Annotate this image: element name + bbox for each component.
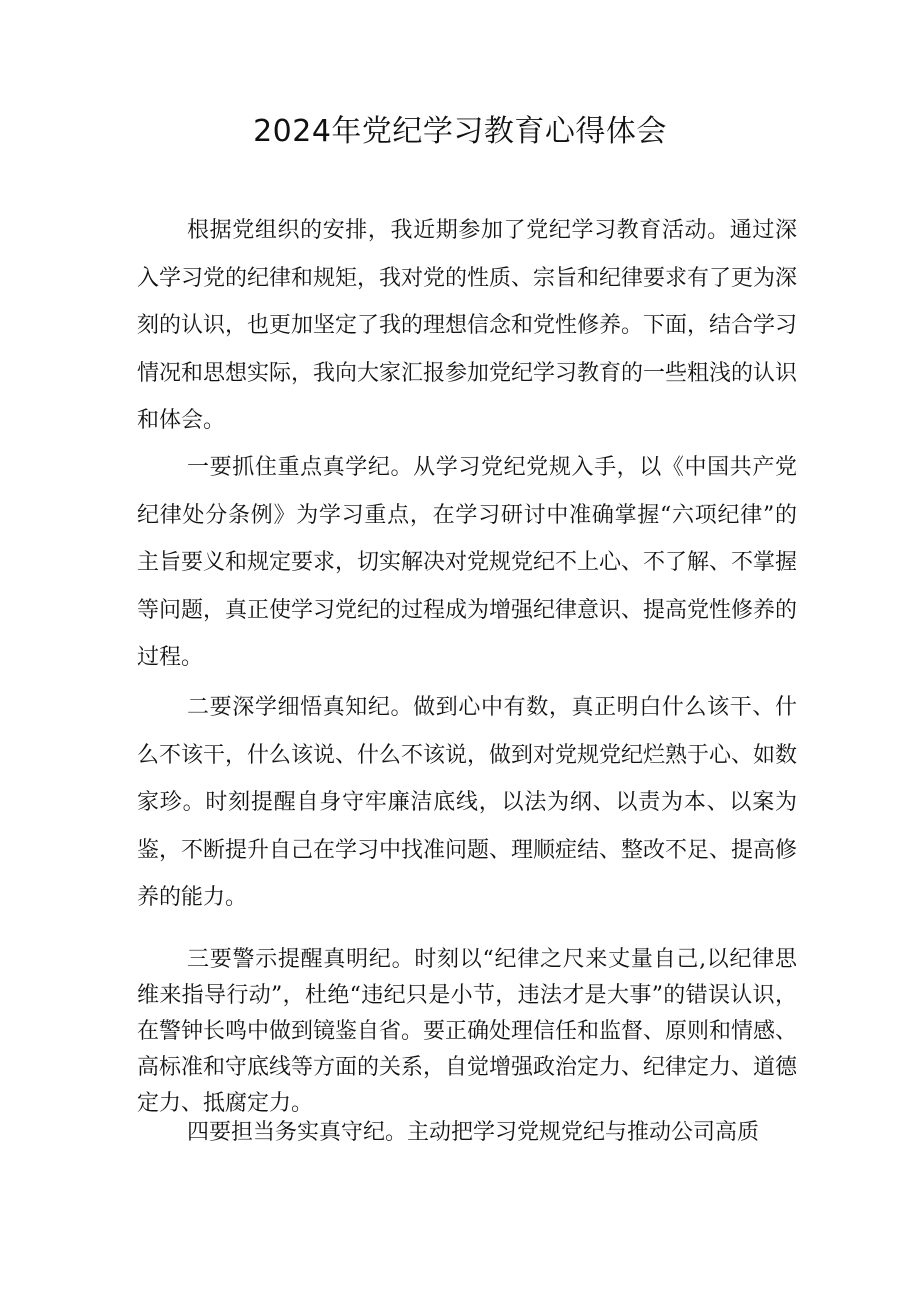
paragraph-point-one: 一要抓住重点真学纪。从学习党纪党规入手，以《中国共产党纪律处分条例》为学习重点，在学习研讨中准确掌握“六项纪律”的主旨要义和规定要求，切实解决对党规党纪不上心、不了解、不掌握等问题，真正使学习党纪的过程成为增强纪律意识、提高党性修养的过程。 (137, 455, 798, 670)
paragraph-point-four: 四要担当务实真守纪。主动把学习党规党纪与推动公司高质 (187, 1120, 760, 1145)
paragraph-point-two: 二要深学细悟真知纪。做到心中有数，真正明白什么该干、什么不该干，什么该说、什么不该说，做到对党规党纪烂熟于心、如数家珍。时刻提醒自身守牢廉洁底线，以法为纲、以责为本、以案为鉴，不断提升自己在学习中找准问题、理顺症结、整改不足、提高修养的能力。 (137, 695, 798, 910)
document-title: 2024年党纪学习教育心得体会 (253, 114, 667, 149)
paragraph-intro: 根据党组织的安排，我近期参加了党纪学习教育活动。通过深入学习党的纪律和规矩，我对党的性质、宗旨和纪律要求有了更为深刻的认识，也更加坚定了我的理想信念和党性修养。下面，结合学习情况和思想实际，我向大家汇报参加党纪学习教育的一些粗浅的认识和体会。 (137, 218, 798, 433)
paragraph-point-three: 三要警示提醒真明纪。时刻以“纪律之尺来丈量自己,以纪律思维来指导行动”，杜绝“违纪只是小节，违法才是大事”的错误认识，在警钟长鸣中做到镜鉴自省。要正确处理信任和监督、原则和情感、高标准和守底线等方面的关系，自觉增强政治定力、纪律定力、道德定力、抵腐定力。 (137, 947, 798, 1116)
